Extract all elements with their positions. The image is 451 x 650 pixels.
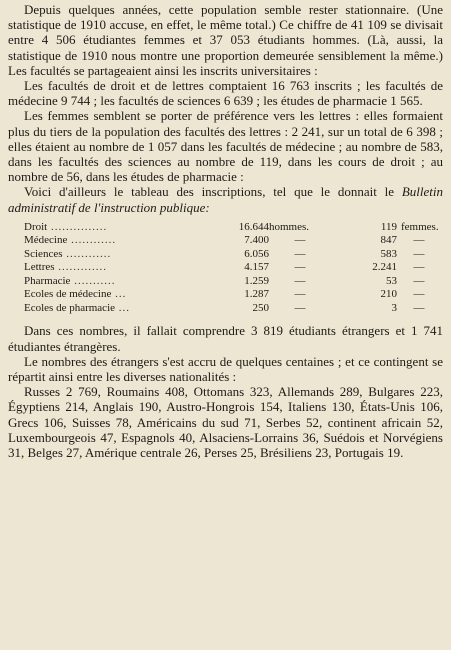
table-row	[24, 302, 441, 316]
women-count: 847	[380, 234, 397, 247]
table-row	[24, 275, 441, 289]
ditto-dash: —	[294, 247, 306, 260]
men-count: 1.287	[244, 288, 269, 301]
bulletin-title: Bulletin administratif de l'instruction publique:	[8, 184, 443, 215]
faculty-name	[24, 302, 209, 316]
faculty-label: Pharmacie	[24, 274, 71, 287]
women-count: 3	[391, 301, 397, 314]
inscriptions-table	[24, 221, 441, 316]
women-count: 119	[380, 220, 397, 233]
men-count: 7.400	[244, 234, 269, 247]
dot-leader: ...............	[47, 220, 108, 233]
faculty-label: Lettres	[24, 261, 55, 274]
paragraph-population: Depuis quelques années, cette population semble rester stationnaire. (Une statistique de 1910 accuse, en effet, le même total.) Ce chiffre de 41 109 se divisait entre 4 506 étudiantes femmes et 37 053 étudiants hommes. (Là, aussi, la statistique de 1910 nous montre une proportion demeurée sensiblement la même.) Les facultés se partageaient ainsi les inscrits universitaires :	[8, 2, 443, 78]
dot-leader: ...........	[70, 274, 116, 287]
faculty-label: Sciences	[24, 247, 63, 260]
dot-leader: .............	[54, 261, 108, 274]
table-intro-text: Voici d'ailleurs le tableau des inscriptions, tel que le donnait le	[24, 184, 402, 200]
paragraph-foreigners: Dans ces nombres, il fallait comprendre 3 819 étudiants étrangers et 1 741 étudiantes étrangères.	[8, 323, 443, 354]
men-count: 250	[252, 301, 269, 314]
women-count: 53	[386, 274, 397, 287]
faculty-name	[24, 261, 209, 275]
dot-leader: ...	[111, 288, 127, 301]
ditto-dash: —	[413, 261, 425, 274]
dot-leader: ............	[67, 234, 117, 247]
men-count: 1.259	[244, 274, 269, 287]
women-count: 210	[380, 288, 397, 301]
ditto-dash: —	[294, 261, 306, 274]
women-count: 583	[380, 247, 397, 260]
ditto-dash: —	[413, 234, 425, 247]
faculty-label: Ecoles de pharmacie	[24, 301, 116, 314]
header-men: hommes.	[269, 220, 310, 233]
paragraph-table-intro	[8, 184, 443, 214]
faculty-name	[24, 288, 209, 302]
ditto-dash: —	[413, 247, 425, 260]
ditto-dash: —	[294, 301, 306, 314]
women-count: 2.241	[372, 261, 397, 274]
header-women: femmes.	[401, 220, 439, 233]
table-row	[24, 288, 441, 302]
faculty-label: Médecine	[24, 234, 68, 247]
men-count: 16.644	[238, 220, 269, 233]
men-count: 6.056	[244, 247, 269, 260]
ditto-dash: —	[294, 234, 306, 247]
ditto-dash: —	[294, 274, 306, 287]
table-row	[24, 234, 441, 248]
men-count: 4.157	[244, 261, 269, 274]
paragraph-nationalities: Russes 2 769, Roumains 408, Ottomans 323, Allemands 289, Bulgares 223, Égyptiens 214, Anglais 190, Austro-Hongrois 154, Italiens 130, États-Unis 106, Grecs 106, Suisses 78, Américains du sud 71, Serbes 52, continent africain 52, Luxembourgeois 47, Espagnols 40, Alsaciens-Lorrains 36, Suédois et Norvégiens 31, Belges 27, Amérique centrale 26, Perses 25, Brésiliens 23, Portugais 19.	[8, 384, 443, 460]
table-row	[24, 248, 441, 262]
table-row	[24, 261, 441, 275]
dot-leader: ............	[62, 247, 112, 260]
faculty-label: Droit	[24, 220, 48, 233]
ditto-dash: —	[413, 274, 425, 287]
ditto-dash: —	[413, 301, 425, 314]
ditto-dash: —	[413, 288, 425, 301]
paragraph-women: Les femmes semblent se porter de préférence vers les lettres : elles formaient plus du tiers de la population des facultés des lettres : 2 241, sur un total de 6 398 ; elles étaient au nombre de 1 057 dans les facultés de médecine ; au nombre de 583, dans les facultés des sciences au nombre de 119, dans les cours de droit ; au nombre de 56, dans les études de pharmacie :	[8, 108, 443, 185]
faculty-name	[24, 248, 209, 262]
table-row	[24, 221, 441, 235]
dot-leader: ...	[115, 301, 131, 314]
faculty-name	[24, 275, 209, 289]
ditto-dash: —	[294, 288, 306, 301]
faculty-name	[24, 221, 209, 235]
paragraph-foreigners-growth: Le nombres des étrangers s'est accru de quelques centaines ; et ce contingent se répartit ainsi entre les diverses nationalités :	[8, 353, 443, 384]
faculty-name	[24, 234, 209, 248]
paragraph-faculties-totals: Les facultés de droit et de lettres comptaient 16 763 inscrits ; les facultés de médecine 9 744 ; les facultés de sciences 6 639 ; les études de pharmacie 1 565.	[8, 78, 443, 109]
faculty-label: Ecoles de médecine	[24, 288, 112, 301]
